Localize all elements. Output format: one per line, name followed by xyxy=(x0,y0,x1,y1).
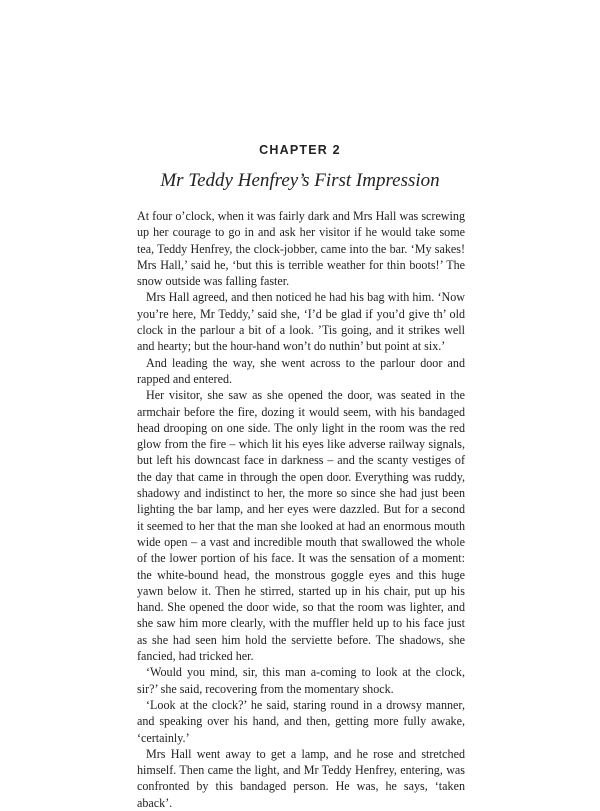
paragraph: Her visitor, she saw as she opened the door, was seated in the armchair before the fire, dozing it would seem, with his bandaged head drooping on one side. The only light in the room was the red glow from the fire – which lit his eyes like adverse railway signals, but left his downcast face in darkness – and the scanty vestiges of the day that came in through the open door. Everything was ruddy, shadowy and indistinct to her, the more so since she had just been lighting the bar lamp, and her eyes were dazzled. But for a second it seemed to her that the man she looked at had an enormous mouth wide open – a vast and incredible mouth that swallowed the whole of the lower portion of his face. It was the sensation of a moment: the white-bound head, the monstrous goggle eyes and this huge yawn below it. Then he stirred, started up in his chair, put up his hand. She opened the door wide, so that the room was lighter, and she saw him more clearly, with the muffler held up to his face just as she had seen him hold the serviette before. The shadows, she fancied, had tricked her. xyxy=(137,388,465,664)
paragraph: ‘Would you mind, sir, this man a-coming to look at the clock, sir?’ she said, recovering from the momentary shock. xyxy=(137,665,465,696)
paragraph: Mrs Hall agreed, and then noticed he had his bag with him. ‘Now you’re here, Mr Teddy,’ said she, ‘I’d be glad if you’d give th’ old clock in the parlour a bit of a look. ’Tis going, and it strikes well and hearty; but the hour-hand won’t do nuthin’ but point at six.’ xyxy=(137,290,465,354)
paragraph: Mrs Hall went away to get a lamp, and he rose and stretched himself. Then came the light, and Mr Teddy Henfrey, entering, was confronted by this bandaged person. He was, he says, ‘taken aback’. xyxy=(137,746,465,810)
chapter-number: CHAPTER 2 xyxy=(259,143,341,157)
paragraph: ‘Look at the clock?’ he said, staring round in a drowsy manner, and speaking over his hand, and then, getting more fully awake, ‘certainly.’ xyxy=(137,697,465,745)
paragraph: And leading the way, she went across to the parlour door and rapped and entered. xyxy=(137,355,465,386)
paragraph: At four o’clock, when it was fairly dark and Mrs Hall was screwing up her courage to go in and ask her visitor if he would take some tea, Teddy Henfrey, the clock-jobber, came into the bar. ‘My sakes! Mrs Hall,’ said he, ‘but this is terrible weather for thin boots!’ The snow outside was falling faster. xyxy=(137,209,465,289)
chapter-title: Mr Teddy Henfrey’s First Impression xyxy=(160,170,440,191)
body-text xyxy=(137,208,465,811)
